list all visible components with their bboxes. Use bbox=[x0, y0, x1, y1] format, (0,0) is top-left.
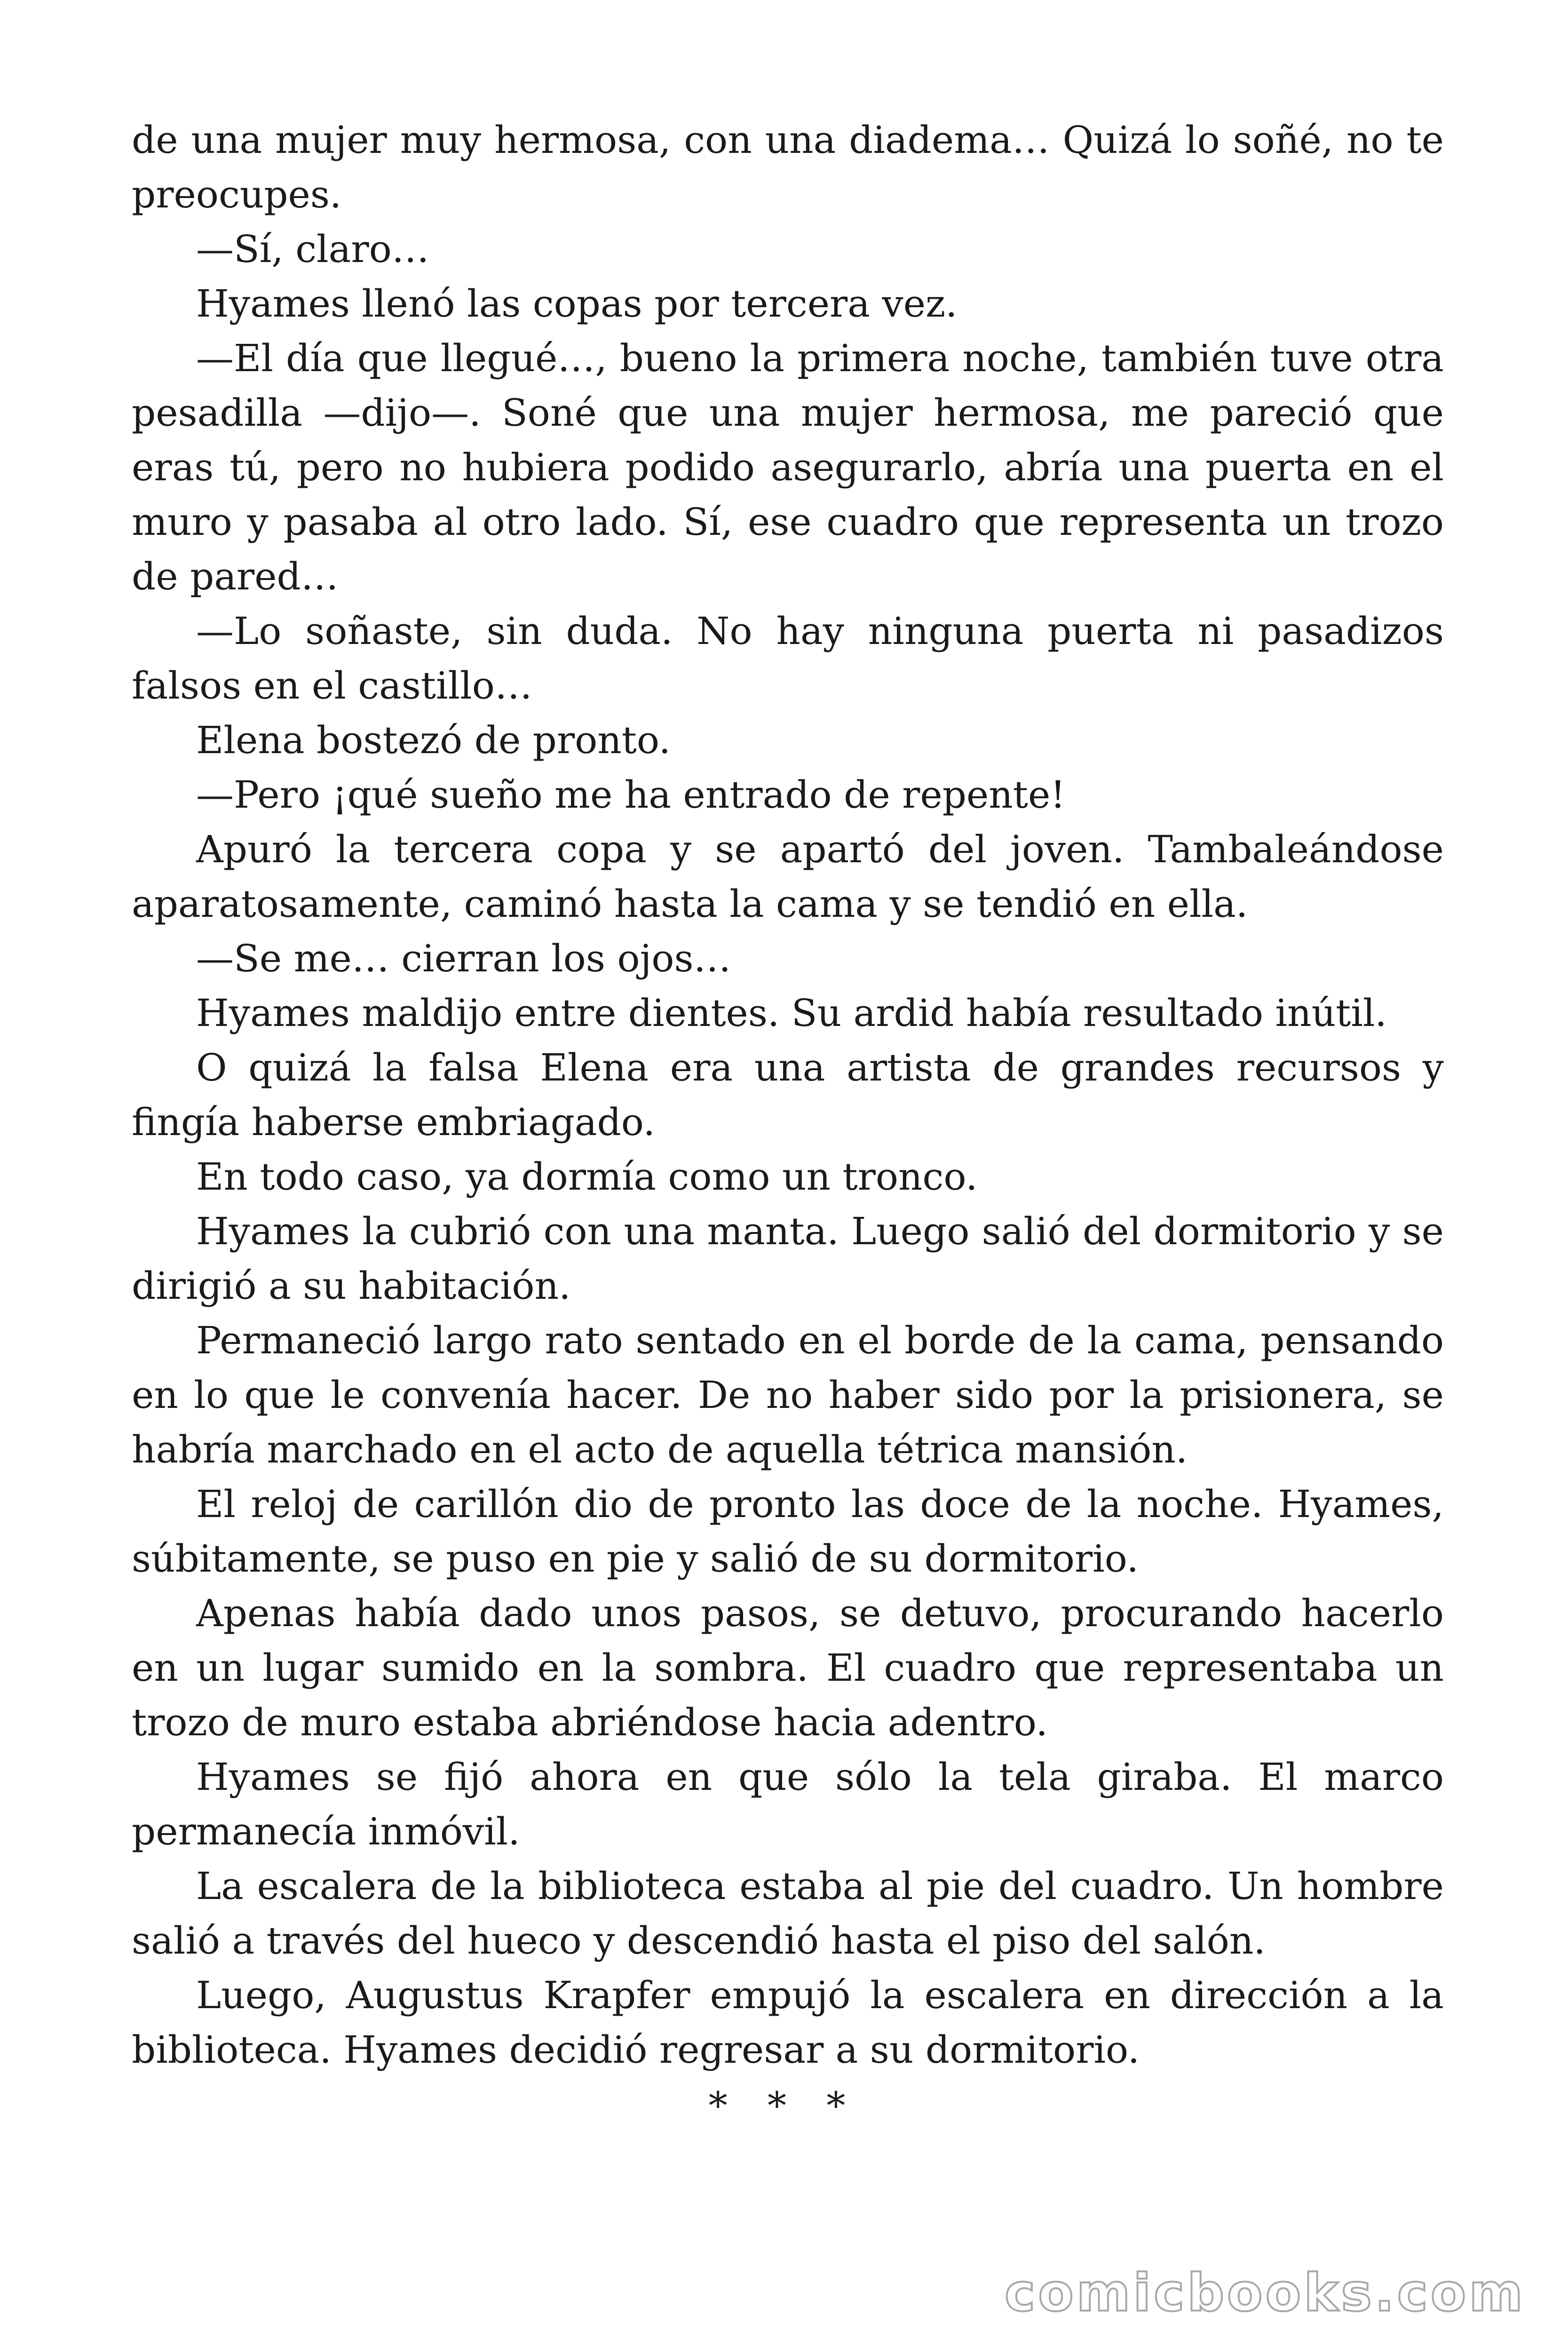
paragraph: —Lo soñaste, sin duda. No hay ninguna puerta ni pasadizos falsos en el castillo… bbox=[132, 609, 1444, 707]
page-body bbox=[132, 113, 1444, 2077]
paragraph: O quizá la falsa Elena era una artista de grandes recursos y fingía haberse embriagado. bbox=[132, 1046, 1444, 1144]
paragraph: En todo caso, ya dormía como un tronco. bbox=[196, 1155, 978, 1199]
paragraph: —El día que llegué…, bueno la primera noche, también tuve otra pesadilla —dijo—. Soné que una mujer hermosa, me pareció que eras tú, pero no hubiera podido asegurarlo, abría una puerta en el muro y pasaba al otro lado. Sí, ese cuadro que representa un trozo de pared… bbox=[132, 336, 1444, 598]
paragraph: Luego, Augustus Krapfer empujó la escalera en dirección a la biblioteca. Hyames decidió regresar a su dormitorio. bbox=[132, 1973, 1444, 2072]
paragraph: Hyames la cubrió con una manta. Luego salió del dormitorio y se dirigió a su habitación. bbox=[132, 1209, 1444, 1308]
paragraph: Apenas había dado unos pasos, se detuvo, procurando hacerlo en un lugar sumido en la sombra. El cuadro que representaba un trozo de muro estaba abriéndose hacia adentro. bbox=[132, 1591, 1444, 1744]
paragraph: Hyames maldijo entre dientes. Su ardid había resultado inútil. bbox=[196, 991, 1387, 1035]
paragraph: Hyames llenó las copas por tercera vez. bbox=[196, 282, 958, 326]
paragraph: El reloj de carillón dio de pronto las doce de la noche. Hyames, súbitamente, se puso en pie y salió de su dormitorio. bbox=[132, 1482, 1444, 1581]
paragraph: Elena bostezó de pronto. bbox=[196, 718, 671, 762]
paragraph: Apuró la tercera copa y se apartó del joven. Tambaleándose aparatosamente, caminó hasta la cama y se tendió en ella. bbox=[132, 827, 1444, 926]
paragraph: —Sí, claro… bbox=[196, 227, 429, 271]
paragraph: —Se me… cierran los ojos… bbox=[196, 937, 731, 980]
paragraph: La escalera de la biblioteca estaba al pie del cuadro. Un hombre salió a través del hueco y descendió hasta el piso del salón. bbox=[132, 1864, 1444, 1963]
paragraph: de una mujer muy hermosa, con una diadema… Quizá lo soñé, no te preocupes. bbox=[132, 118, 1444, 216]
paragraph: —Pero ¡qué sueño me ha entrado de repente! bbox=[196, 773, 1066, 817]
paragraph: Hyames se fijó ahora en que sólo la tela giraba. El marco permanecía inmóvil. bbox=[132, 1755, 1444, 1853]
scene-break: * * * bbox=[708, 2084, 860, 2128]
watermark-logo: comicbooks.com bbox=[1005, 2263, 1526, 2323]
paragraph: Permaneció largo rato sentado en el borde de la cama, pensando en lo que le convenía hacer. De no haber sido por la prisionera, se habría marchado en el acto de aquella tétrica mansión. bbox=[132, 1319, 1444, 1471]
